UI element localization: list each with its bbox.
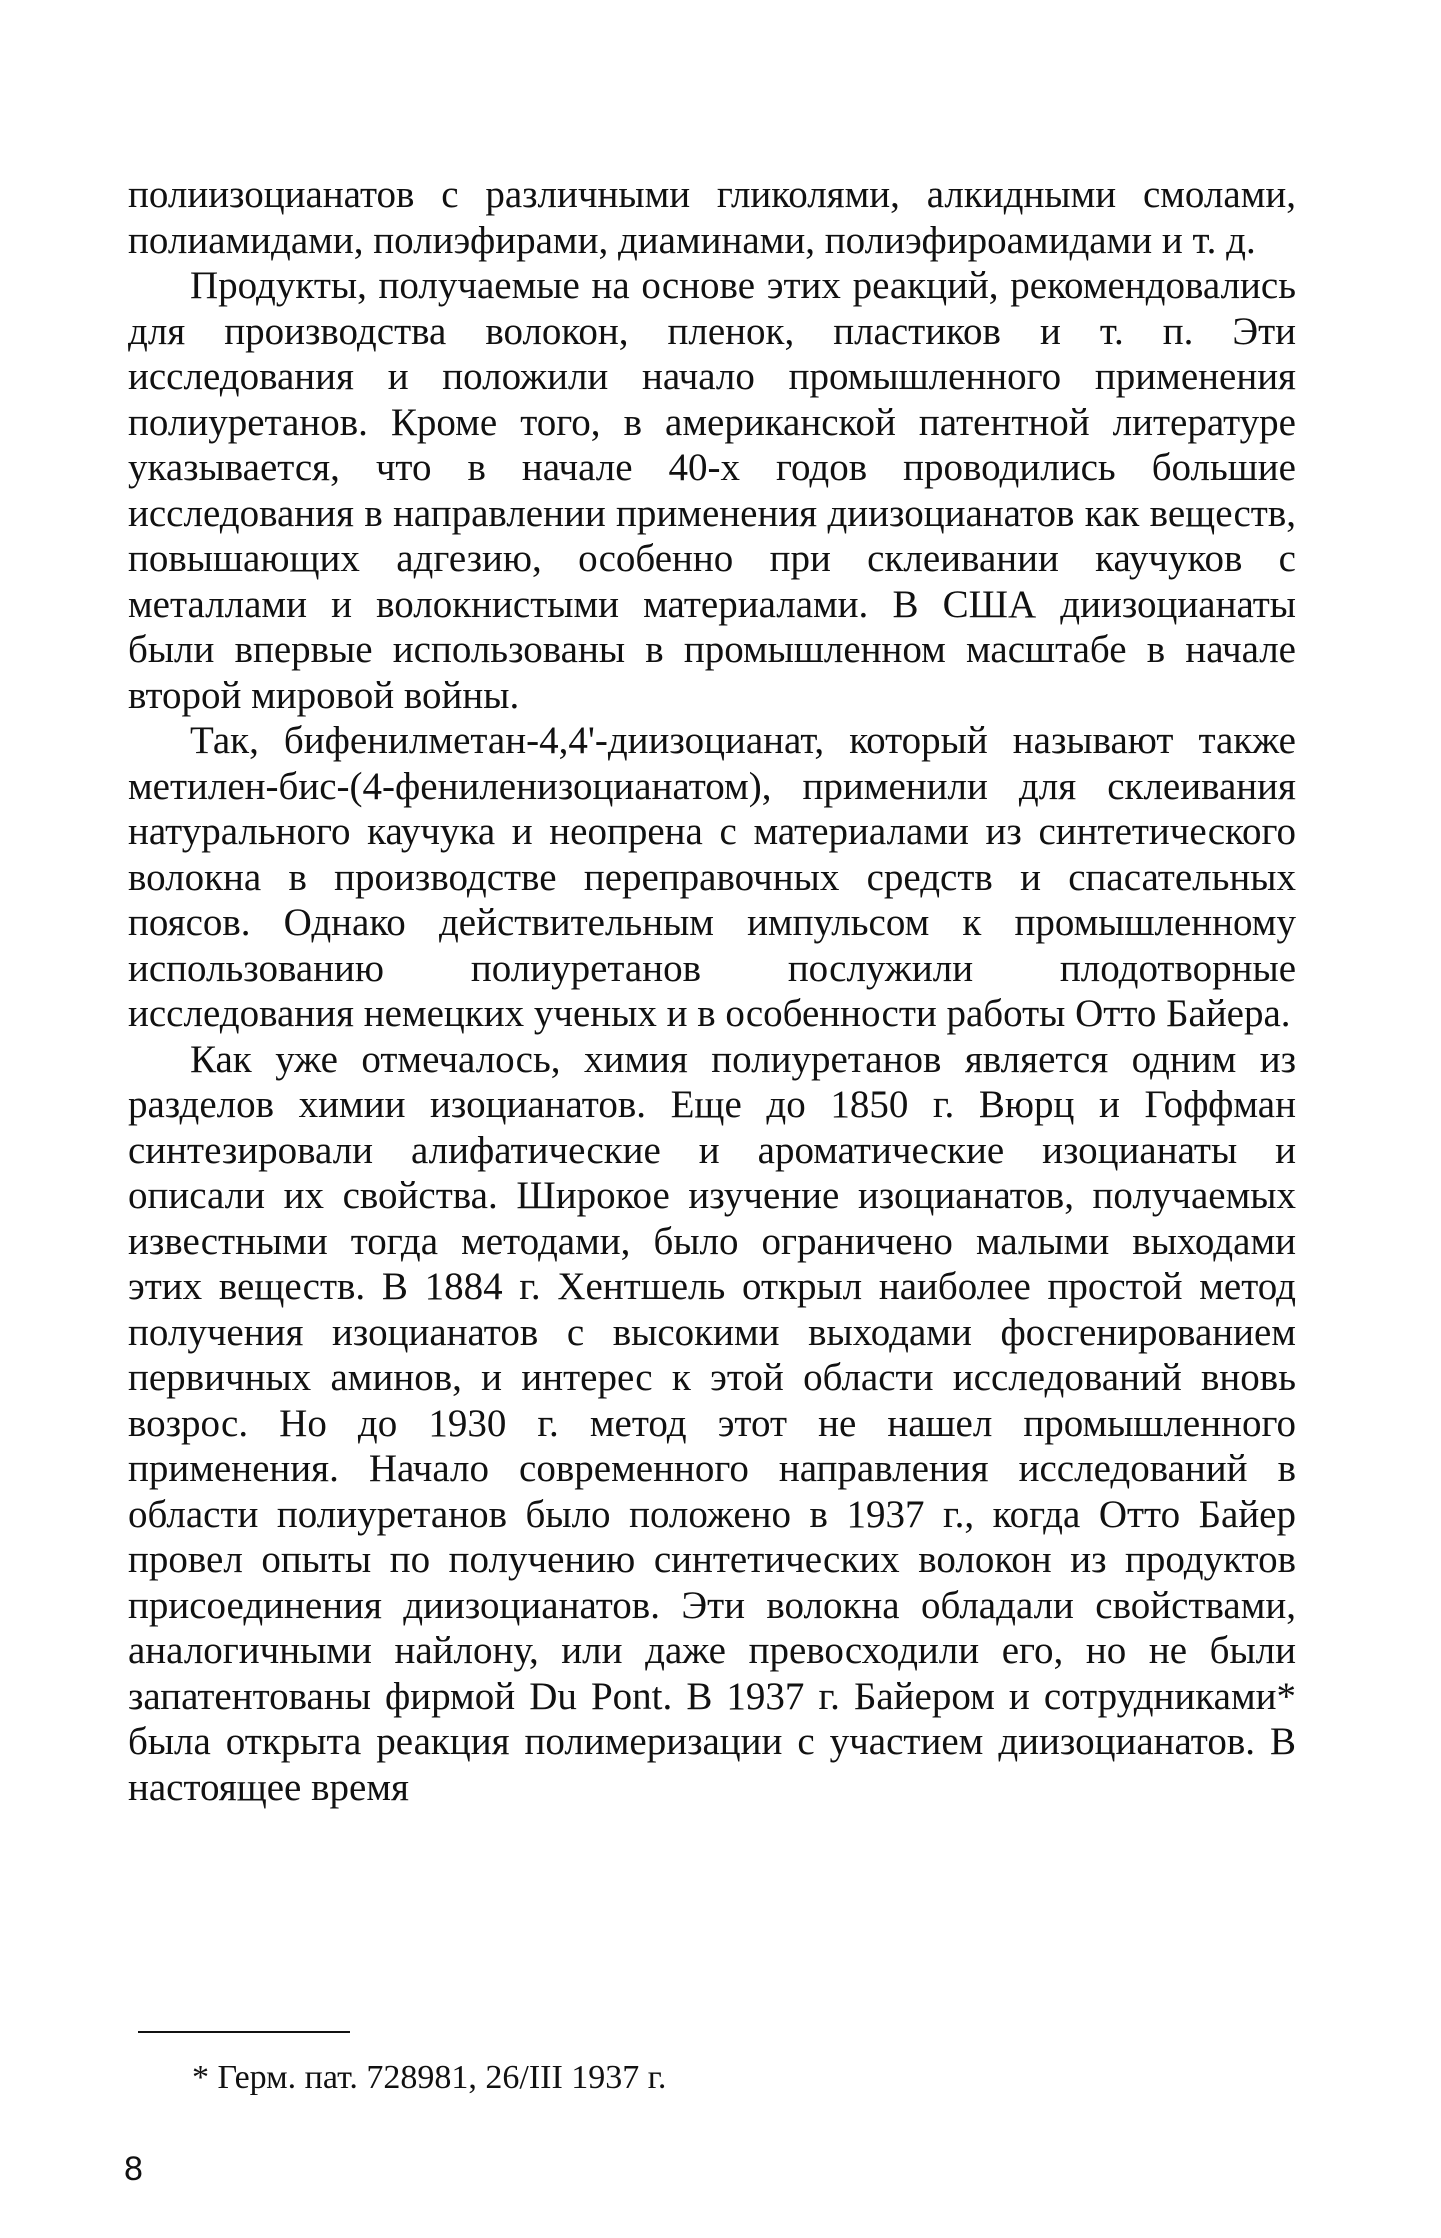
paragraph-products: Продукты, получаемые на основе этих реакций, рекомендовались для производства волокон, пленок, пластиков и т. п. Эти исследования и положили начало промышленного применения полиуретанов. Кроме того, в американской патентной литературе указывается, что в начале 40-х годов проводились большие исследования в направлении применения диизоцианатов как веществ, повышающих адгезию, особенно при склеивании каучуков с металлами и волокнистыми материалами. В США диизоцианаты были впервые использованы в промышленном масштабе в начале второй мировой войны. — [128, 264, 1296, 717]
footnote: * Герм. пат. 728981, 26/III 1937 г. — [192, 2059, 667, 2096]
body-text — [128, 172, 1296, 1810]
paragraph-isocyanate-history: Как уже отмечалось, химия полиуретанов является одним из разделов химии изоцианатов. Еще до 1850 г. Вюрц и Гоффман синтезировали алифатические и ароматические изоцианаты и описали их свойства. Широкое изучение изоцианатов, получаемых известными тогда методами, было ограничено малыми выходами этих веществ. В 1884 г. Хентшель открыл наиболее простой метод получения изоцианатов с высокими выходами фосгенированием первичных аминов, и интерес к этой области исследований вновь возрос. Но до 1930 г. метод этот не нашел промышленного применения. Начало современного направления исследований в области полиуретанов было положено в 1937 г., когда Отто Байер провел опыты по получению синтетических волокон из продуктов присоединения диизоцианатов. Эти волокна обладали свойствами, аналогичными найлону, или даже превосходили его, но не были запатентованы фирмой Du Pont. В 1937 г. Байером и сотрудниками* была открыта реакция полимеризации с участием диизоцианатов. В настоящее время — [128, 1037, 1296, 1809]
paragraph-biphenylmethane: Так, бифенилметан-4,4'-диизоцианат, который называют также метилен-бис-(4-фениленизоцианатом), применили для склеивания натурального каучука и неопрена с материалами из синтетического волокна в производстве переправочных средств и спасательных поясов. Однако действительным импульсом к промышленному использованию полиуретанов послужили плодотворные исследования немецких ученых и в особенности работы Отто Байера. — [128, 719, 1296, 1035]
paragraph-continued: полиизоцианатов с различными гликолями, алкидными смолами, полиамидами, полиэфирами, диаминами, полиэфироамидами и т. д. — [128, 173, 1296, 262]
page-number: 8 — [124, 2150, 143, 2188]
footnote-divider — [138, 2031, 350, 2033]
